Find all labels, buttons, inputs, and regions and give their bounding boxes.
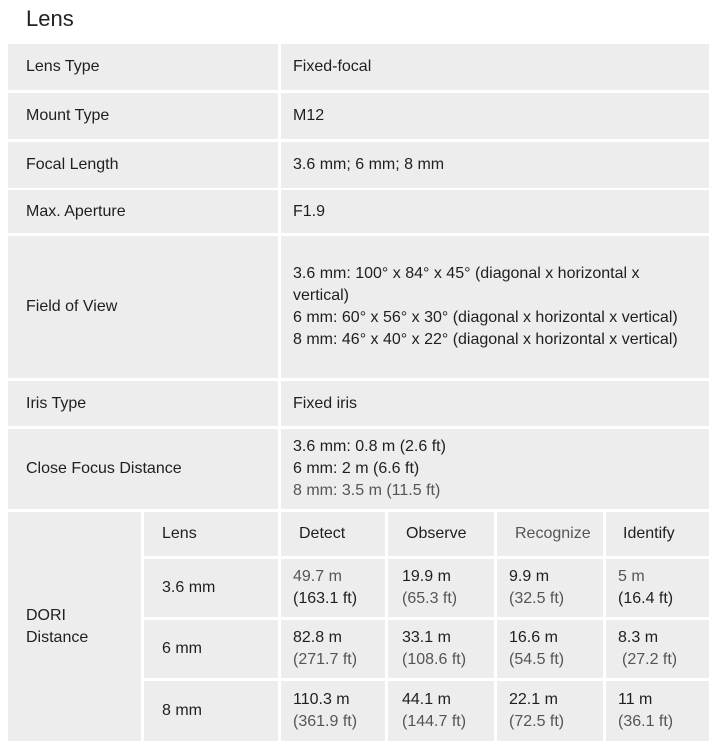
dori-header-identify: Identify: [606, 512, 709, 556]
dori-cell-recognize: 16.6 m (54.5 ft): [497, 620, 603, 678]
close-focus-line: 8 mm: 3.5 m (11.5 ft): [293, 482, 441, 499]
fov-line: 6 mm: 60° x 56° x 30° (diagonal x horizontal x vertical): [293, 309, 678, 326]
dori-header-recognize: Recognize: [497, 512, 603, 556]
dori-lens-value: 3.6 mm: [144, 559, 278, 617]
dori-cell-detect: 49.7 m (163.1 ft): [281, 559, 385, 617]
dori-lens-value: 8 mm: [144, 681, 278, 741]
dori-cell-observe: 44.1 m (144.7 ft): [388, 681, 494, 741]
fov-line: 8 mm: 46° x 40° x 22° (diagonal x horizontal x vertical): [293, 331, 678, 348]
dori-cell-identify: 8.3 m (27.2 ft): [606, 620, 709, 678]
dori-cell-recognize: 9.9 m (32.5 ft): [497, 559, 603, 617]
dori-cell-observe: 33.1 m (108.6 ft): [388, 620, 494, 678]
label-max-aperture: Max. Aperture: [8, 190, 278, 233]
dori-cell-observe: 19.9 m (65.3 ft): [388, 559, 494, 617]
dori-cell-recognize: 22.1 m (72.5 ft): [497, 681, 603, 741]
value-close-focus: [281, 429, 709, 509]
value-field-of-view: [281, 236, 709, 378]
value-iris-type: Fixed iris: [281, 381, 709, 426]
fov-line: 3.6 mm: 100° x 84° x 45° (diagonal x horizontal x: [293, 265, 640, 282]
dori-cell-identify: 11 m (36.1 ft): [606, 681, 709, 741]
label-dori-distance: DORI Distance: [8, 512, 141, 741]
dori-cell-detect: 110.3 m (361.9 ft): [281, 681, 385, 741]
dori-cell-detect: 82.8 m (271.7 ft): [281, 620, 385, 678]
dori-lens-value: 6 mm: [144, 620, 278, 678]
label-mount-type: Mount Type: [8, 93, 278, 139]
value-mount-type: M12: [281, 93, 709, 139]
dori-header-lens: Lens: [144, 512, 278, 556]
fov-line: vertical): [293, 287, 350, 304]
value-focal-length: 3.6 mm; 6 mm; 8 mm: [281, 142, 709, 188]
label-focal-length: Focal Length: [8, 142, 278, 188]
dori-header-observe: Observe: [388, 512, 494, 556]
label-lens-type: Lens Type: [8, 44, 278, 90]
value-lens-type: Fixed-focal: [281, 44, 709, 90]
label-field-of-view: Field of View: [8, 236, 278, 378]
close-focus-line: 6 mm: 2 m (6.6 ft): [293, 460, 420, 477]
label-iris-type: Iris Type: [8, 381, 278, 426]
dori-cell-identify: 5 m (16.4 ft): [606, 559, 709, 617]
section-title: Lens: [26, 6, 74, 31]
value-max-aperture: F1.9: [281, 190, 709, 233]
close-focus-line: 3.6 mm: 0.8 m (2.6 ft): [293, 438, 446, 455]
label-close-focus: Close Focus Distance: [8, 429, 278, 509]
dori-header-detect: Detect: [281, 512, 385, 556]
